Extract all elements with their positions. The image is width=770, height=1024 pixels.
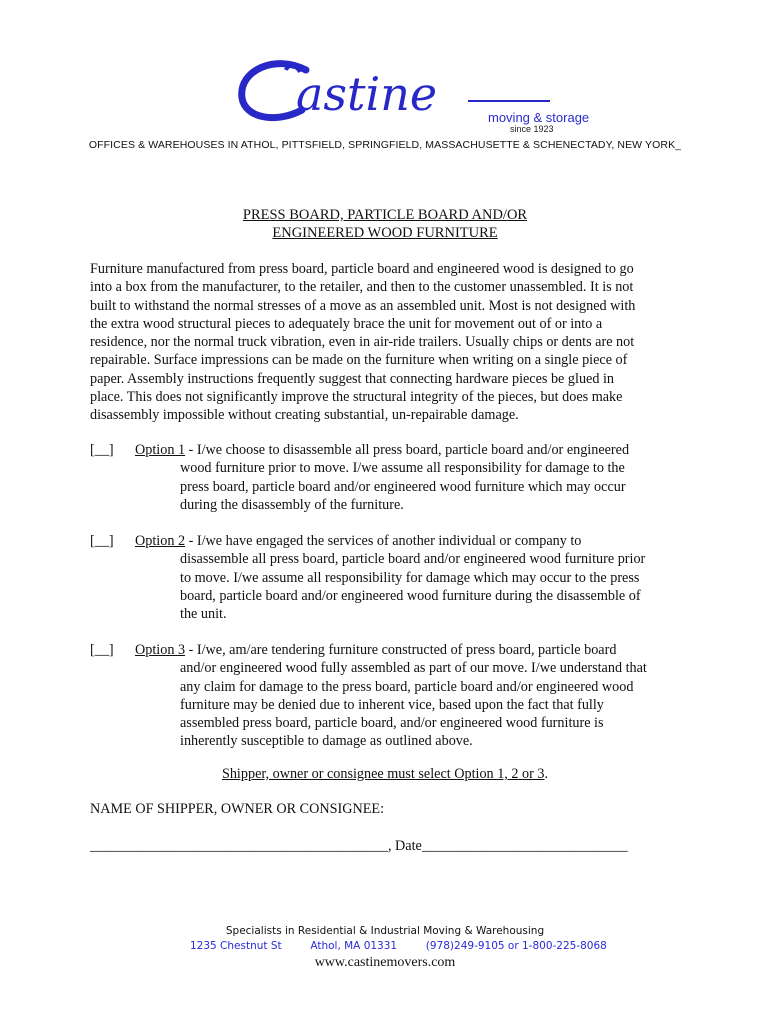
company-logo [236,58,590,136]
option-3-checkbox[interactable]: [__] [90,642,114,658]
date-field[interactable]: _____________________________ [421,838,628,854]
option-1-line: press board, particle board and/or engineered wood furniture which may occur [180,478,626,495]
intro-line: the extra wood structural pieces to adequately brace the unit for movement out of or into a [90,315,603,332]
footer-address: 1235 Chestnut St [190,940,282,952]
intro-line: place. This does not significantly improve the structural integrity of the pieces, but does make [90,389,623,406]
option-3-label: Option 3 [135,642,186,658]
option-1-line: during the disassembly of the furniture. [180,496,404,513]
option-1-checkbox[interactable]: [__] [90,442,114,458]
shipper-instruction-text: Shipper, owner or consignee must select Option 1, 2 or 3 [221,766,545,782]
footer-city: Athol, MA 01331 [310,940,398,952]
title-line-1: PRESS BOARD, PARTICLE BOARD AND/OR [242,207,528,223]
wordmark-text: astine [296,67,438,121]
option-3-line: furniture may be denied due to inherent vice, based upon the fact that fully [180,696,604,713]
option-3-line: and/or engineered wood fully assembled as part of our move. I/we understand that [180,660,647,677]
intro-line: built to withstand the normal stresses of a move as an assembled unit. Most is not designed with [90,297,636,314]
footer-phone: (978)249-9105 or 1-800-225-8068 [425,940,607,952]
signature-row [90,838,628,855]
intro-line: into a box from the manufacturer, to the retailer, and then to the customer unassembled. It is not [90,279,634,296]
intro-line: paper. Assembly instructions frequently suggest that connecting hardware pieces be glued in [90,370,615,387]
footer-contact [190,940,607,952]
intro-line: residence, nor the normal truck vibration, even in air-ride trailers. Usually chips or dents are not [90,334,635,351]
option-2-line: board, particle board and/or engineered wood furniture during the disassemble of [180,587,641,604]
option-1-text [135,441,629,514]
option-2-line: - I/we have engaged the services of another individual or company to [185,533,582,549]
document-title [0,206,770,242]
option-2-checkbox[interactable]: [__] [90,533,114,549]
intro-line: Furniture manufactured from press board, particle board and engineered wood is designed to go [90,261,634,277]
option-3-line: any claim for damage to the press board, particle board and/or engineered wood [180,678,634,695]
shipper-instruction-period: . [544,766,549,782]
name-field[interactable]: __________________________________________ [90,838,388,854]
date-label: , Date [387,838,422,854]
option-2-line: disassemble all press board, particle board and/or engineered wood furniture prior [180,551,646,568]
option-2-line: to move. I/we assume all responsibility for damage which may occur to the press [180,569,640,586]
option-3-line: inherently susceptible to damage as outlined above. [180,733,473,750]
shipper-instruction [0,766,770,783]
intro-line: repairable. Surface impressions can be made on the furniture when writing on a single piece of [90,352,628,369]
name-label: NAME OF SHIPPER, OWNER OR CONSIGNEE: [90,801,385,817]
intro-line: disassembly impossible without creating substantial, un-repairable damage. [90,407,519,424]
option-2-text [135,532,645,623]
offices-line: OFFICES & WAREHOUSES IN ATHOL, PITTSFIELD, SPRINGFIELD, MASSACHUSETTE & SCHENECTADY, NEW YORK_ [88,139,682,151]
footer-specialists: Specialists in Residential & Industrial Moving & Warehousing [225,925,545,937]
option-2-line: the unit. [180,606,227,623]
option-1-line: - I/we choose to disassemble all press board, particle board and/or engineered [185,442,630,458]
option-3-line: - I/we, am/are tendering furniture constructed of press board, particle board [185,642,617,658]
footer-website[interactable]: www.castinemovers.com [314,955,456,970]
title-line-2: ENGINEERED WOOD FURNITURE [272,225,498,241]
option-2-label: Option 2 [135,533,186,549]
option-1-line: wood furniture prior to move. I/we assume all responsibility for damage to the [180,460,625,477]
intro-paragraph [90,260,690,425]
option-3-line: assembled press board, particle board, and/or engineered wood furniture is [180,715,604,732]
logo-tagline: moving & storage [488,110,590,125]
option-1-label: Option 1 [135,442,186,458]
logo-since: since 1923 [510,124,554,134]
option-3-text [135,641,647,751]
